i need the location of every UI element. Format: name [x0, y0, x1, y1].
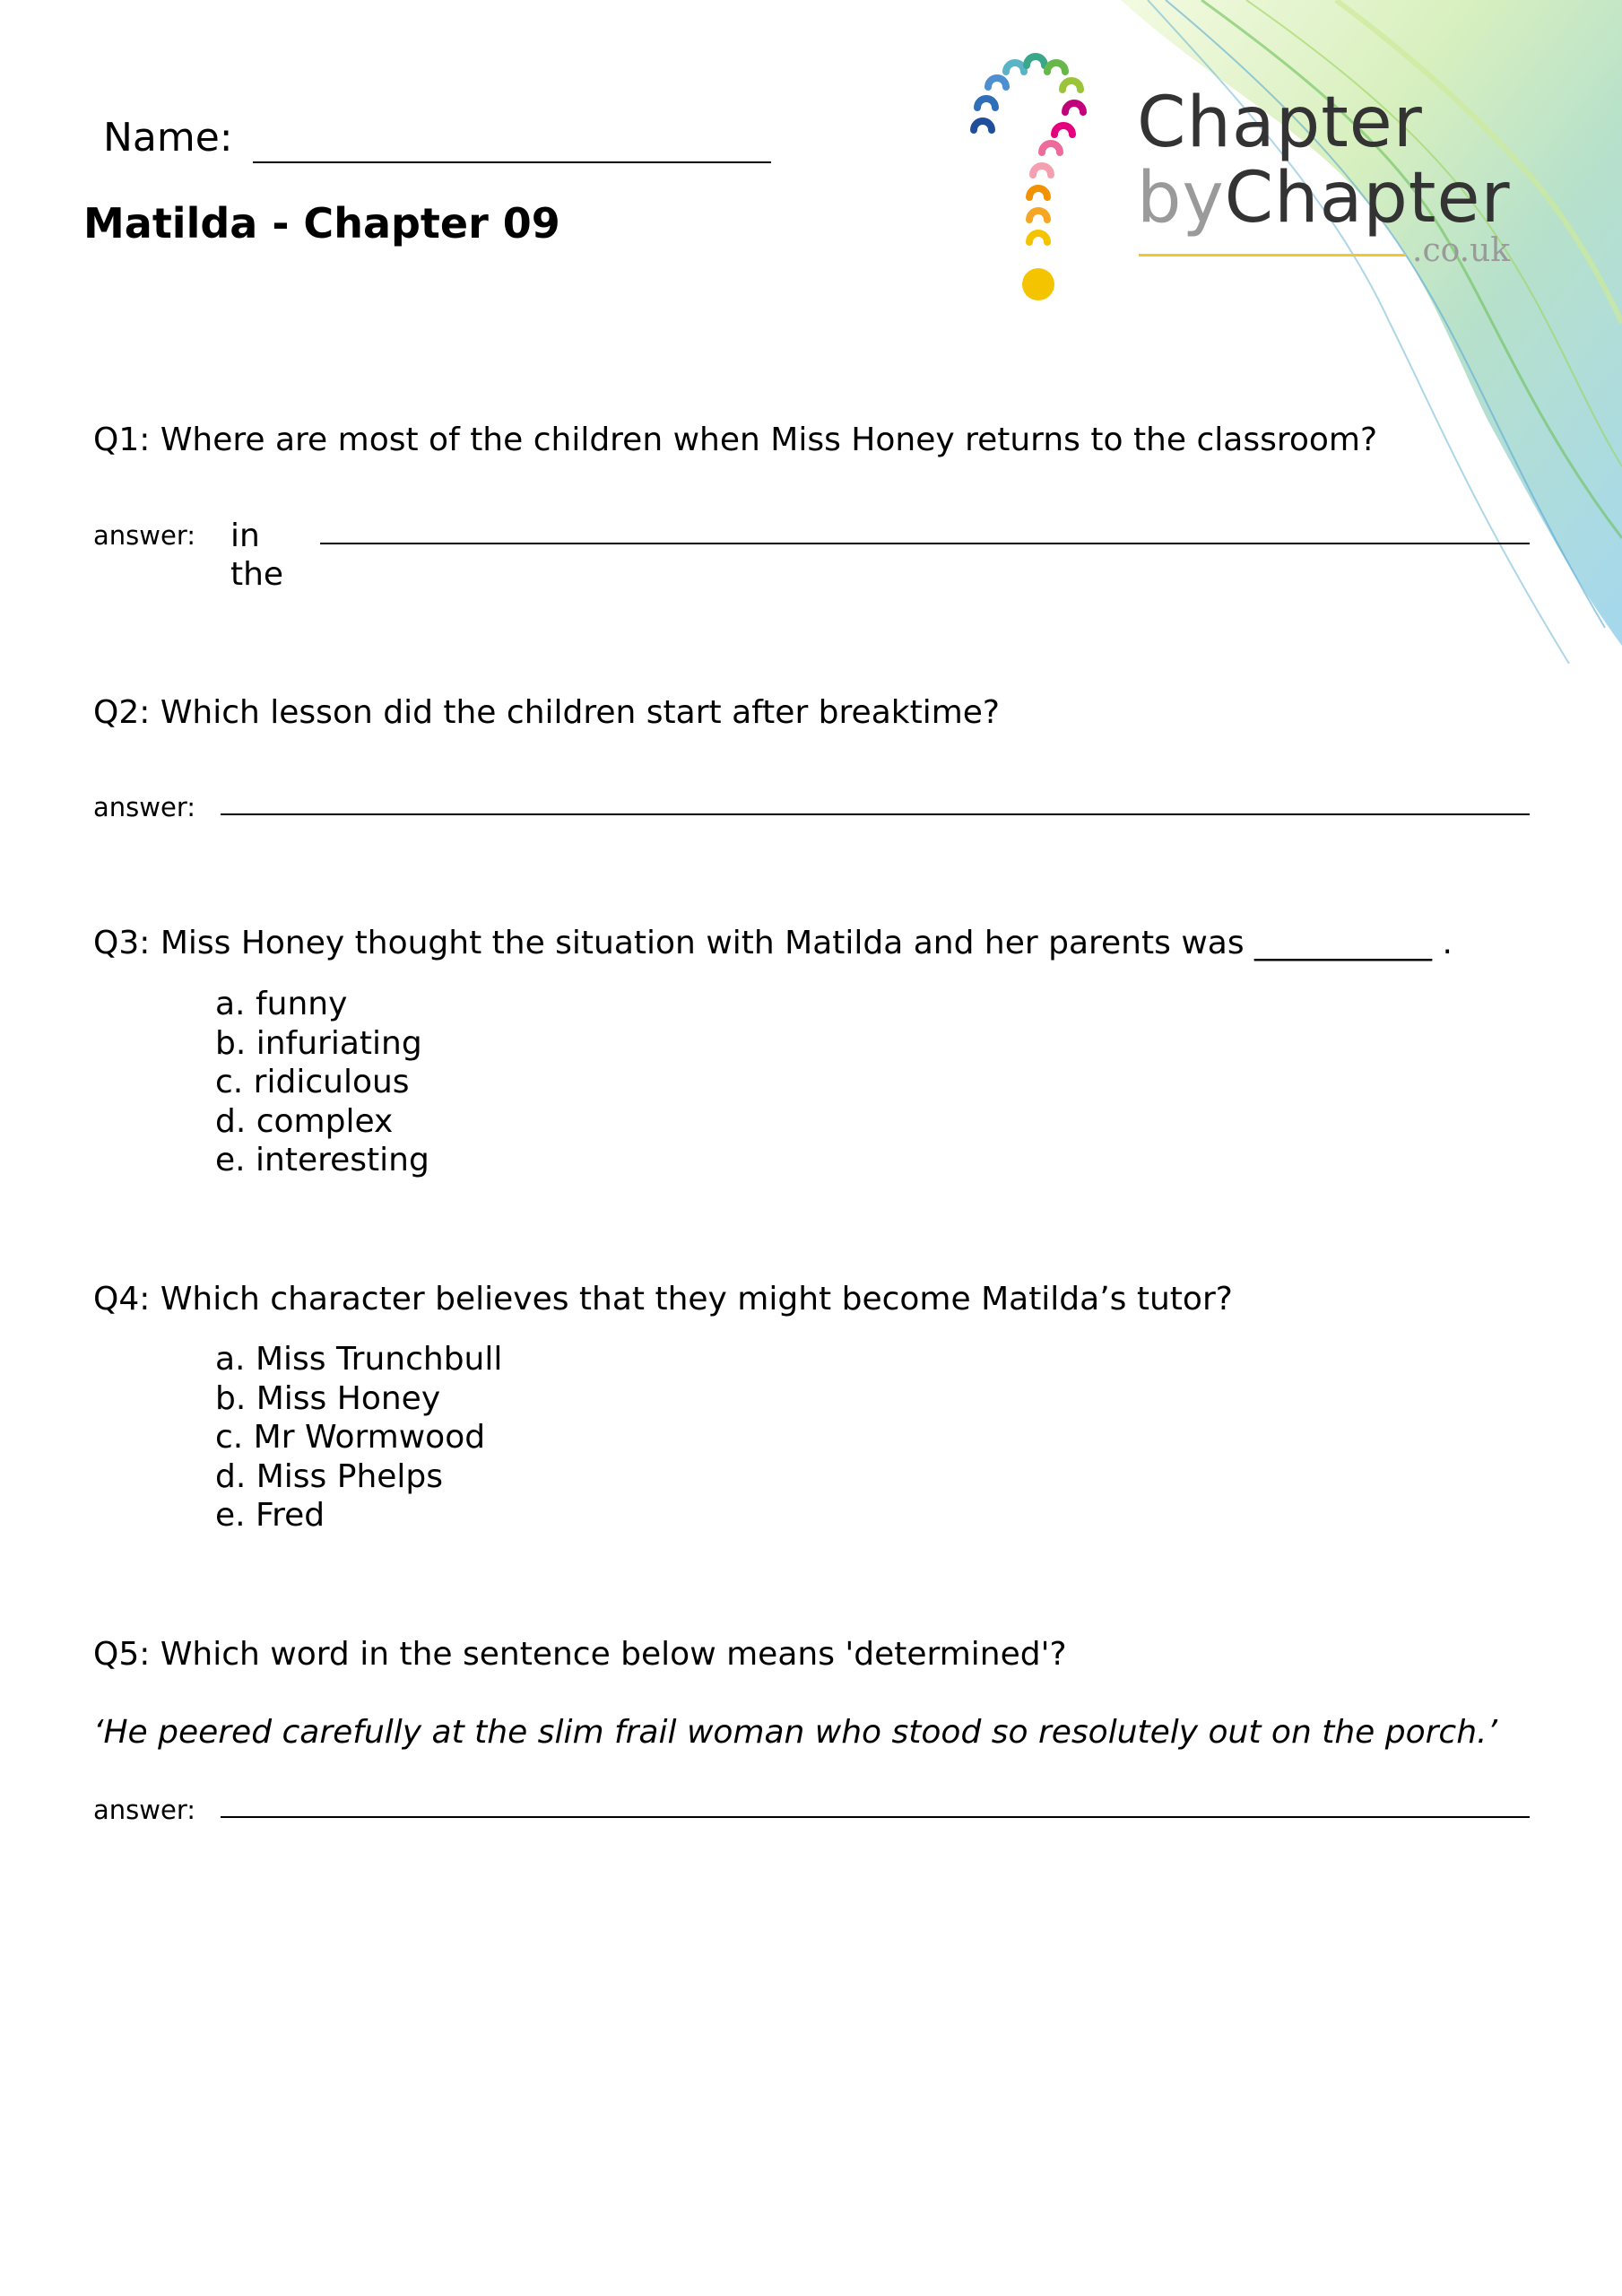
- page-title: Matilda - Chapter 09: [83, 199, 560, 248]
- option-item[interactable]: e. interesting: [215, 1142, 429, 1178]
- logo-domain: .co.uk: [1412, 232, 1511, 269]
- option-item[interactable]: b. Miss Honey: [215, 1379, 441, 1417]
- option-item[interactable]: a. funny: [215, 986, 348, 1022]
- question-3: Q3: Miss Honey thought the situation with Matilda and her parents was ___________ .: [93, 925, 1453, 961]
- options-4: [215, 1340, 502, 1535]
- logo-underline: [1139, 254, 1406, 257]
- logo-chapter-2: Chapter: [1224, 158, 1511, 239]
- question-4: Q4: Which character believes that they might become Matilda’s tutor?: [93, 1281, 1233, 1318]
- name-label: Name:: [103, 115, 233, 161]
- option-item[interactable]: c. Mr Wormwood: [215, 1419, 486, 1456]
- answer-label-2: answer:: [93, 792, 196, 822]
- option-item[interactable]: e. Fred: [215, 1497, 325, 1534]
- logo-word-bychapter: [1137, 158, 1511, 239]
- answer-label-5: answer:: [93, 1795, 196, 1825]
- options-3: [215, 985, 429, 1180]
- quote-sentence: ‘He peered carefully at the slim frail woman who stood so resolutely out on the porch.’: [93, 1714, 1497, 1751]
- logo-by: by: [1137, 158, 1225, 239]
- answer-line-1[interactable]: [320, 543, 1530, 544]
- option-item[interactable]: b. infuriating: [215, 1024, 422, 1062]
- prefill-word: the: [230, 556, 284, 593]
- prefill-word: in: [230, 517, 260, 554]
- answer-line-5[interactable]: [221, 1816, 1530, 1818]
- option-item[interactable]: a. Miss Trunchbull: [215, 1341, 503, 1378]
- option-item[interactable]: d. Miss Phelps: [215, 1457, 444, 1495]
- name-input-line[interactable]: [253, 161, 771, 163]
- question-5: Q5: Which word in the sentence below means 'determined'?: [93, 1636, 1067, 1673]
- answer-prefill-1: [230, 517, 283, 594]
- question-2: Q2: Which lesson did the children start after breaktime?: [93, 694, 1001, 731]
- question-1: Q1: Where are most of the children when Miss Honey returns to the classroom?: [93, 422, 1378, 458]
- option-item[interactable]: d. complex: [215, 1102, 394, 1140]
- logo-icon: [959, 49, 1121, 309]
- answer-line-2[interactable]: [221, 813, 1530, 815]
- logo-word-chapter: Chapter: [1137, 83, 1423, 163]
- answer-label-1: answer:: [93, 520, 196, 551]
- option-item[interactable]: c. ridiculous: [215, 1064, 410, 1100]
